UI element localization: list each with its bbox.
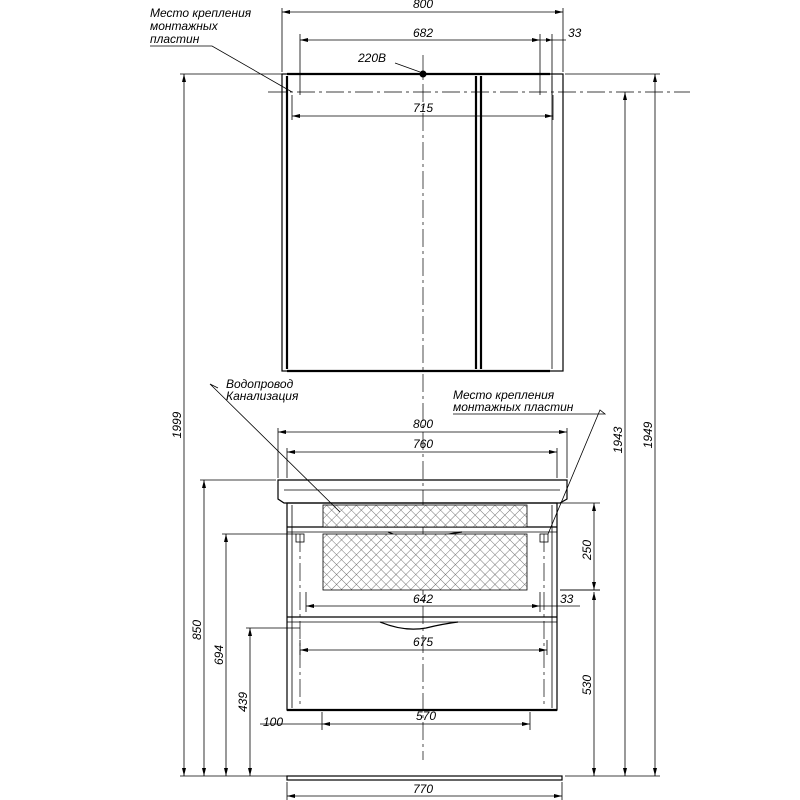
pipe-zone-lower: [323, 534, 527, 590]
dim-label-vanity-250: 250: [580, 539, 594, 561]
vanity-unit: [278, 480, 567, 780]
dim-label-vanity-100: 100: [263, 715, 284, 729]
pipes-label-2: Канализация: [226, 389, 299, 403]
dim-label-vanity-33: 33: [560, 592, 574, 606]
dim-label-cabinet-682: 682: [412, 26, 434, 40]
dim-label-1943: 1943: [611, 426, 625, 454]
cabinet-outline: [282, 74, 563, 371]
cabinet-mount-label-1: Место крепления: [150, 6, 252, 20]
dim-vanity-760: [287, 448, 557, 478]
pipes-label-1: Водопровод: [226, 377, 294, 391]
dim-label-cabinet-800: 800: [412, 0, 434, 11]
dim-overall-1999: [180, 74, 287, 776]
pipes-leader: [210, 384, 340, 512]
dim-label-vanity-675: 675: [412, 635, 434, 649]
pipe-zone-upper: [323, 505, 527, 527]
dim-label-vanity-642: 642: [412, 592, 434, 606]
dim-label-vanity-570: 570: [415, 709, 437, 723]
dim-vanity-642: [306, 592, 580, 612]
vanity-mount-label-1: Место крепления: [453, 388, 555, 402]
dim-label-vanity-694: 694: [212, 644, 226, 666]
socket-leader: [395, 63, 420, 72]
dim-label-1999: 1999: [170, 411, 184, 439]
dim-label-vanity-439: 439: [236, 691, 250, 713]
dim-label-cabinet-33: 33: [568, 26, 582, 40]
dim-cabinet-682: [300, 34, 566, 95]
cabinet-mount-leader: [150, 46, 292, 92]
cabinet-mount-label-3: пластин: [150, 32, 200, 46]
dim-label-vanity-850: 850: [190, 619, 204, 641]
dim-label-vanity-770: 770: [412, 782, 434, 796]
vanity-mount-label-2: монтажных пластин: [453, 400, 574, 414]
dim-vanity-800: [278, 428, 567, 478]
dim-label-vanity-530: 530: [580, 674, 594, 696]
lower-drawer-handle: [380, 622, 458, 629]
dim-label-vanity-800: 800: [412, 417, 434, 431]
dim-label-1949: 1949: [641, 421, 655, 449]
countertop: [278, 480, 567, 503]
socket-point-icon: [420, 71, 427, 78]
dim-vanity-570: [260, 712, 530, 730]
cabinet-mount-label-2: монтажных: [150, 19, 218, 33]
floor-plinth: [287, 776, 562, 780]
dim-label-vanity-760: 760: [412, 437, 434, 451]
dim-label-cabinet-715: 715: [412, 101, 434, 115]
dim-vanity-694: [222, 534, 296, 776]
socket-label: 220В: [358, 51, 387, 65]
